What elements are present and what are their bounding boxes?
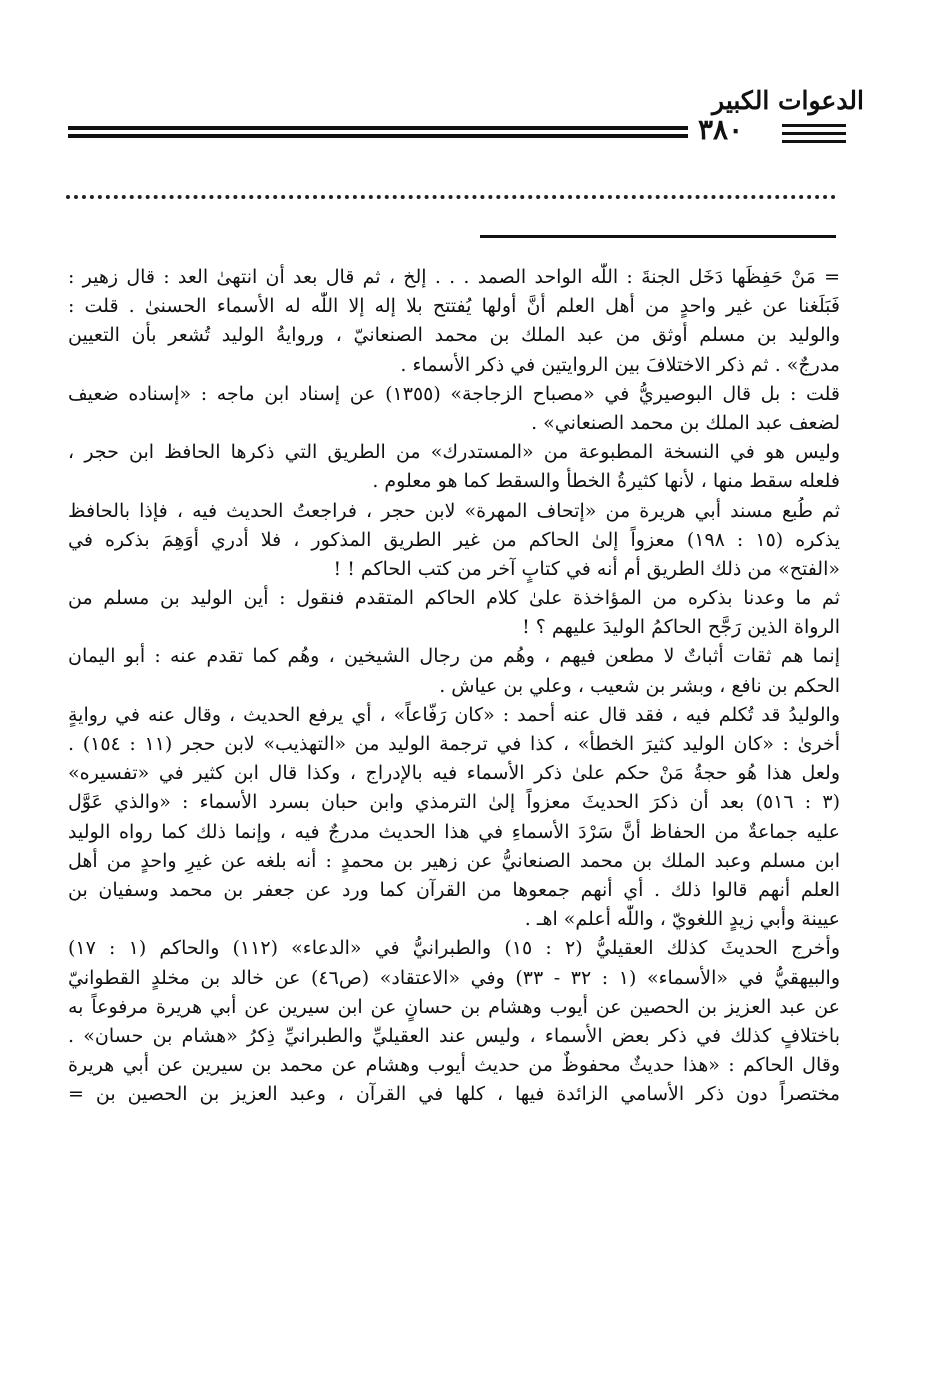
text-line: مختصراً دون ذكر الأسامي الزائدة فيها ، كلها في القرآن ، وعبد العزيز بن الحصين بن = — [68, 1083, 840, 1106]
text-line: (٣ : ٥١٦) بعد أن ذكرَ الحديثَ معزواً إلىٰ الترمذي وابن حبان بسرد الأسماء : «والذي عَوَّل — [68, 791, 840, 814]
footnote-rule — [480, 235, 836, 238]
text-line: ثم طُبع مسند أبي هريرة من «إتحاف المهرة» لابن حجر ، فراجعتُ الحديث فيه ، فإذا بالحافظ — [68, 499, 840, 522]
text-line: وقال الحاكم : «هذا حديثٌ محفوظٌ من حديث أيوب وهشام عن محمد بن سيرين عن أبي هريرة — [68, 1054, 840, 1077]
text-line: فَبَلَغنا عن غير واحدٍ من أهل العلم أَنَّ أولها يُفتتح بلا إله إلا اللّٰه له الأسماء الحسنىٰ . قلت : — [68, 295, 840, 318]
header-rule — [68, 126, 688, 130]
dotted-separator — [66, 195, 836, 199]
text-line: أخرىٰ : «كان الوليد كثيرَ الخطأ» ، كذا في ترجمة الوليد من «التهذيب» لابن حجر (١١ : ١٥٤) . — [68, 733, 840, 755]
text-line: ثم ما وعدنا بذكره من المؤاخذة علىٰ كلام الحاكم المتقدم فنقول : أين الوليد بن مسلم من — [68, 587, 840, 610]
text-line: والوليد بن مسلم أوثق من عبد الملك بن محمد الصنعانيّ ، وروايةُ الوليد تُشعر بأن التعيين — [68, 324, 840, 347]
text-line: والبيهقيُّ في «الأسماء» (١ : ٣٢ - ٣٣) وفي «الاعتقاد» (ص٤٦) عن خالد بن مخلدٍ القطوانيّ — [68, 966, 840, 989]
running-title: الدعوات الكبير — [712, 86, 864, 115]
text-line: لضعف عبد الملك بن محمد الصنعاني» . — [531, 411, 840, 434]
text-line: عليه جماعةٌ من الحفاظ أَنَّ سَرْدَ الأسماءِ في هذا الحديث مدرجٌ فيه ، وإنما ذلك كما رواه الوليد — [68, 820, 840, 843]
text-line: باختلافٍ كذلك في ذكر بعض الأسماء ، وليس عند العقيليِّ والطبرانيِّ ذِكرُ «هشام بن حسان» . — [68, 1024, 840, 1047]
page-number-rule — [782, 132, 846, 135]
page-number-rule — [782, 140, 846, 143]
text-line: وأخرج الحديثَ كذلك العقيليُّ (٢ : ١٥) والطبرانيُّ في «الدعاء» (١١٢) والحاكم (١ : ١٧) — [68, 937, 840, 960]
text-line: قلت : بل قال البوصيريُّ في «مصباح الزجاجة» (١٣٥٥) عن إسناد ابن ماجه : «إسناده ضعيف — [68, 382, 840, 405]
text-line: إنما هم ثقات أثباتٌ لا مطعن فيهم ، وهُم من رجال الشيخين ، وهُم كما تقدم عنه : أبو اليمان — [68, 645, 840, 668]
page-number: ٣٨٠ — [698, 113, 744, 146]
text-line: الحكم بن نافع ، وبشر بن شعيب ، وعلي بن عياش . — [439, 674, 840, 697]
page-number-rule — [782, 124, 846, 127]
text-line: فلعله سقط منها ، لأنها كثيرةُ الخطأ والسقط كما هو معلوم . — [372, 470, 840, 493]
text-line: العلم أنهم قالوا ذلك . أي أنهم جمعوها من القرآن كما ورد عن جعفر بن محمد وسفيان بن — [68, 878, 840, 901]
header-rule — [68, 134, 688, 138]
text-line: ابن مسلم وعبد الملك بن محمد الصنعانيُّ عن زهير بن محمدٍ : أنه بلغه عن غيرِ واحدٍ من أهل — [68, 849, 840, 872]
text-line: الرواة الذين رَجَّح الحاكمُ الوليدَ عليهم ؟ ! — [522, 616, 840, 639]
text-line: «الفتح» من ذلك الطريق أم أنه في كتابٍ آخر من كتب الحاكم ! ! — [333, 557, 840, 580]
text-line: عيينة وأبي زيدٍ اللغويّ ، واللّٰه أعلم» اهـ . — [524, 908, 840, 931]
text-line: يذكره (١٥ : ١٩٨) معزواً إلىٰ الحاكم من غير الطريق المذكور ، فلا أدري أَوَهِمَ بذكره في — [68, 528, 840, 551]
footnote-text — [68, 263, 840, 1109]
text-line: والوليدُ قد تُكلم فيه ، فقد قال عنه أحمد : «كان رَفّاعاً» ، أي يرفع الحديث ، وقال عنه في روايةٍ — [68, 703, 840, 726]
text-line: وليس هو في النسخة المطبوعة من «المستدرك» من الطريق التي ذكرها الحافظ ابن حجر ، — [68, 441, 840, 464]
text-line: ولعل هذا هُو حجةُ مَنْ حكم علىٰ ذكر الأسماء فيه بالإدراج ، وكذا قال ابن كثير في «تفسيره» — [68, 762, 840, 785]
text-line: عن عبد العزيز بن الحصين عن أيوب وهشام بن حسانٍ عن ابن سيرين عن أبي هريرة مرفوعاً به — [68, 995, 840, 1018]
text-line: = مَنْ حَفِظَها دَخَل الجنةَ : اللّٰه الواحد الصمد . . . إلخ ، ثم قال بعد أن انتهىٰ العد : قال زهير : — [68, 266, 840, 288]
text-line: مدرجٌ» . ثم ذكر الاختلافَ بين الروايتين في ذكر الأسماء . — [400, 353, 840, 376]
